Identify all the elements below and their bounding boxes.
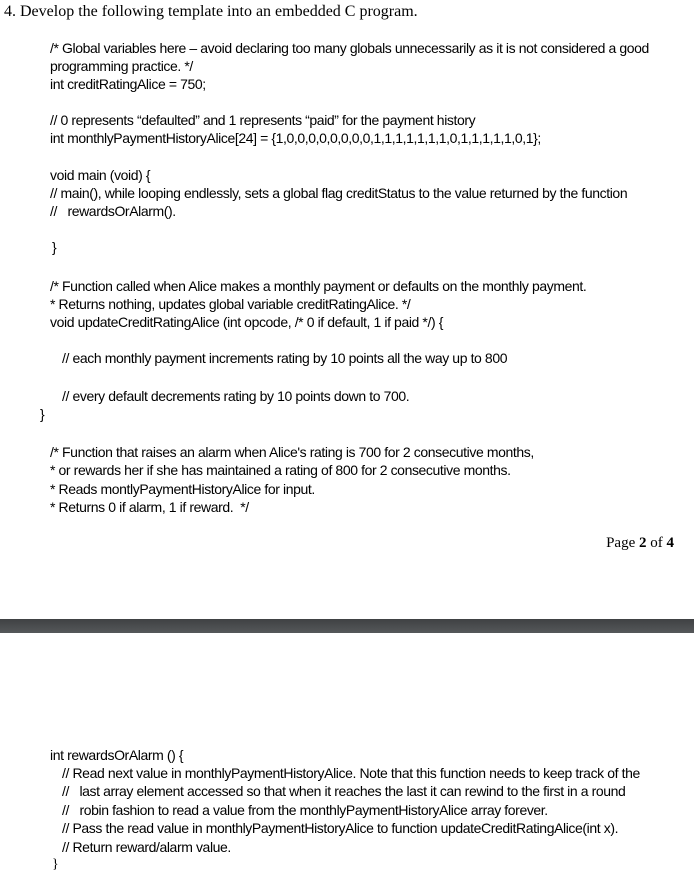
code-line: // Read next value in monthlyPaymentHistoryAlice. Note that this function needs to keep track of the: [62, 765, 640, 781]
code-line: * or rewards her if she has maintained a rating of 800 for 2 consecutive months.: [50, 462, 511, 478]
page-number: [606, 535, 674, 552]
page-label: Page: [606, 535, 639, 551]
code-line: void main (void) {: [50, 167, 151, 183]
code-line: // 0 represents “defaulted” and 1 represents “paid” for the payment history: [50, 112, 476, 128]
code-line: // last array element accessed so that when it reaches the last it can rewind to the first in a round: [62, 783, 626, 799]
code-line: }: [52, 857, 59, 872]
code-line: }: [40, 406, 45, 422]
code-line: int rewardsOrAlarm () {: [50, 747, 184, 763]
code-line: * Returns nothing, updates global variable creditRatingAlice. */: [50, 296, 411, 312]
code-line: /* Global variables here – avoid declaring too many globals unnecessarily as it is not considered a good: [50, 40, 649, 56]
code-line: // each monthly payment increments rating by 10 points all the way up to 800: [62, 350, 508, 366]
code-line: * Returns 0 if alarm, 1 if reward. */: [50, 499, 249, 515]
code-line: int monthlyPaymentHistoryAlice[24] = {1,0,0,0,0,0,0,0,0,1,1,1,1,1,1,1,0,1,1,1,1,1,0,1};: [50, 130, 541, 146]
code-line: /* Function called when Alice makes a monthly payment or defaults on the monthly payment.: [50, 278, 587, 294]
code-line: programming practice. */: [50, 58, 193, 74]
code-line: // Return reward/alarm value.: [62, 839, 231, 855]
page-of-label: of: [646, 535, 667, 551]
code-line: // every default decrements rating by 10 points down to 700.: [62, 388, 410, 404]
page-separator: [0, 619, 694, 633]
code-line: // robin fashion to read a value from the monthlyPaymentHistoryAlice array forever.: [62, 802, 548, 818]
code-line: /* Function that raises an alarm when Alice's rating is 700 for 2 consecutive months,: [50, 444, 534, 460]
current-page: 2: [639, 535, 647, 551]
question-title: 4. Develop the following template into an embedded C program.: [4, 3, 418, 20]
code-line: * Reads montlyPaymentHistoryAlice for input.: [50, 481, 315, 497]
code-line: // main(), while looping endlessly, sets a global flag creditStatus to the value returned by the function: [50, 185, 628, 201]
code-line: }: [52, 239, 57, 255]
code-line: void updateCreditRatingAlice (int opcode, /* 0 if default, 1 if paid */) {: [50, 314, 443, 330]
total-pages: 4: [666, 535, 674, 551]
code-line: // rewardsOrAlarm().: [50, 203, 176, 219]
code-line: // Pass the read value in monthlyPaymentHistoryAlice to function updateCreditRatingAlice(int x).: [62, 820, 619, 836]
code-line: int creditRatingAlice = 750;: [50, 76, 206, 92]
